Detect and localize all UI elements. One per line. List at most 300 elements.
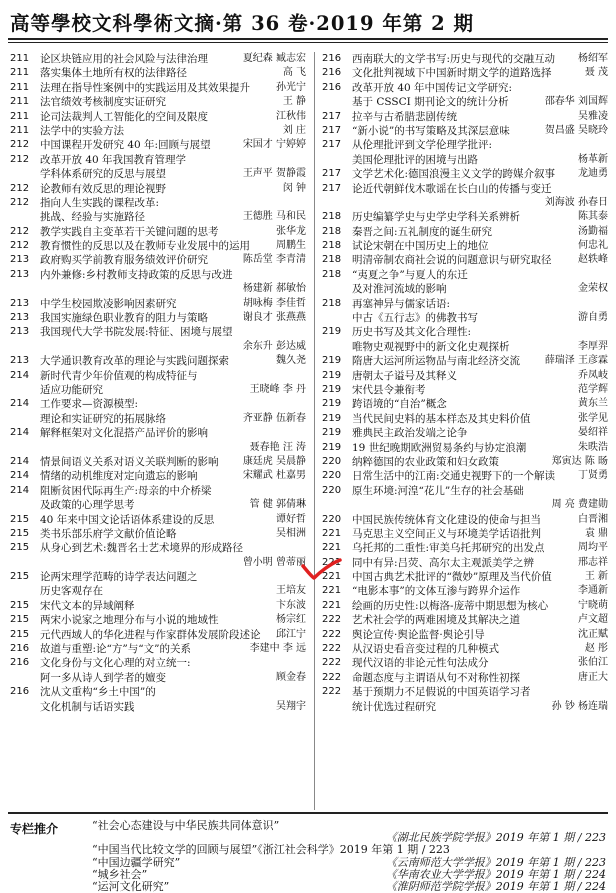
toc-entry <box>10 628 306 642</box>
toc-author: 谢良才 张燕燕 <box>242 312 306 324</box>
toc-page-number: 211 <box>10 96 30 108</box>
toc-page-number: 221 <box>322 527 342 539</box>
toc-article-title: 论教师有效反思的理论视野 <box>40 182 166 195</box>
toc-entry <box>322 239 610 253</box>
toc-page-number: 221 <box>322 585 342 597</box>
toc-author: 邵春华 刘国辉 <box>544 96 608 108</box>
toc-entry <box>10 182 306 196</box>
toc-page-number: 217 <box>322 182 342 194</box>
toc-entry <box>10 196 306 210</box>
toc-article-title: 现代汉语的非论元性句法成分 <box>352 657 489 670</box>
toc-entry <box>322 671 610 685</box>
toc-author: 胡咏梅 李佳哲 <box>242 297 306 309</box>
toc-entry <box>10 671 306 685</box>
toc-entry <box>10 66 306 80</box>
toc-article-title: 及政策的心理学思考 <box>40 499 135 512</box>
toc-author: 龙迪勇 <box>578 168 608 180</box>
toc-author: 贺昌盛 吴晓玲 <box>544 124 608 136</box>
toc-author: 赵 彤 <box>584 643 608 655</box>
toc-author: 卞东波 <box>276 599 306 611</box>
toc-author: 游自勇 <box>578 312 608 324</box>
toc-author: 赵轶峰 <box>578 254 608 266</box>
toc-page-number: 212 <box>10 153 30 165</box>
toc-author: 范学辉 <box>578 383 608 395</box>
toc-article-title: 统计优选过程研究 <box>352 700 436 713</box>
toc-entry <box>10 556 306 570</box>
toc-page-number: 220 <box>322 513 342 525</box>
toc-author: 王培友 <box>276 585 306 597</box>
toc-entry <box>322 455 610 469</box>
toc-entry <box>322 282 610 296</box>
toc-entry <box>322 268 610 282</box>
feature-source: 《淮阴师范学院学报》2019 年第 1 期 / 224 <box>385 880 606 893</box>
toc-article-title: 挑战、经验与实施路径 <box>40 211 145 224</box>
toc-entry <box>10 167 306 181</box>
feature-topic: “中国边疆学研究” <box>92 855 181 869</box>
toc-entry <box>322 210 610 224</box>
toc-author: 高 飞 <box>282 67 306 79</box>
journal-title: 高等學校文科學術文摘·第 36 卷·2019 年第 2 期 <box>10 12 474 35</box>
toc-author: 李厚羿 <box>578 340 608 352</box>
toc-article-title: 从身心到艺术:魏晋名士艺术境界的形成路径 <box>40 542 244 555</box>
toc-author: 谭好哲 <box>276 513 306 525</box>
toc-entry <box>322 513 610 527</box>
toc-entry <box>10 700 306 714</box>
toc-page-number: 214 <box>10 455 30 467</box>
toc-page-number: 217 <box>322 139 342 151</box>
toc-entry <box>10 325 306 339</box>
toc-author: 周鹏生 <box>276 240 306 252</box>
toc-author: 卢文超 <box>578 614 608 626</box>
toc-article-title: 文化批判视域下中国新时期文学的道路选择 <box>352 67 552 80</box>
toc-author: 张伯江 <box>578 657 608 669</box>
toc-article-title: 当代民间史料的基本样态及其史料价值 <box>352 412 531 425</box>
toc-author: 宋耀武 杜嘉男 <box>242 470 306 482</box>
toc-page-number: 213 <box>10 312 30 324</box>
toc-article-title: 宋代县令兼衔考 <box>352 383 426 396</box>
toc-article-title: 阻断贫困代际再生产:母亲的中介桥梁 <box>40 484 212 497</box>
toc-entry <box>322 541 610 555</box>
toc-article-title: 新时代青少年价值观的构成特征与 <box>40 369 198 382</box>
red-checkmark-annotation <box>300 558 342 582</box>
toc-page-number: 219 <box>322 412 342 424</box>
toc-article-title: 政府购买学前教育服务绩效评价研究 <box>40 254 208 267</box>
toc-entry <box>322 613 610 627</box>
toc-entry <box>10 297 306 311</box>
toc-entry <box>10 383 306 397</box>
feature-source: 《云南师范大学学报》2019 年第 1 期 / 223 <box>385 855 606 869</box>
toc-page-number: 212 <box>10 139 30 151</box>
toc-entry <box>322 311 610 325</box>
toc-page-number: 215 <box>10 599 30 611</box>
toc-author: 杨宗红 <box>276 614 306 626</box>
toc-page-number: 217 <box>322 110 342 122</box>
toc-entry <box>10 354 306 368</box>
toc-page-number: 212 <box>10 196 30 208</box>
toc-article-title: 同中有异:吕荧、高尔太主观派美学之辨 <box>352 556 535 569</box>
toc-entry <box>10 268 306 282</box>
toc-author: 齐亚静 伍新春 <box>242 412 306 424</box>
toc-article-title: 阿一多从诗人到学者的嬗变 <box>40 671 166 684</box>
toc-entry <box>322 527 610 541</box>
toc-entry <box>322 52 610 66</box>
toc-entry <box>322 153 610 167</box>
toc-page-number: 211 <box>10 53 30 64</box>
toc-entry <box>322 426 610 440</box>
feature-item <box>92 869 606 881</box>
toc-article-title: 大学通识教育改革的理论与实践问题探索 <box>40 355 229 368</box>
feature-source: 《湖北民族学院学报》2019 年第 1 期 / 223 <box>385 831 606 845</box>
toc-author: 乔凤岐 <box>578 369 608 381</box>
toc-entry <box>322 685 610 699</box>
toc-page-number: 215 <box>10 614 30 626</box>
toc-author: 白晋湘 <box>578 513 608 525</box>
toc-author: 闵 钟 <box>282 182 306 194</box>
toc-page-number: 212 <box>10 225 30 237</box>
column-divider <box>314 52 315 810</box>
toc-entry <box>10 397 306 411</box>
toc-article-title: 改革开放 40 年中国传记文学研究: <box>352 81 513 94</box>
toc-page-number: 215 <box>10 527 30 539</box>
toc-page-number: 215 <box>10 542 30 554</box>
toc-entry <box>10 153 306 167</box>
toc-author: 汤勤福 <box>578 225 608 237</box>
toc-page-number: 214 <box>10 369 30 381</box>
toc-article-title: 40 年来中国文论话语体系建设的反思 <box>40 513 215 526</box>
toc-article-title: 中国古典艺术批评的“微妙”原理及当代价值 <box>352 571 552 584</box>
toc-entry <box>322 182 610 196</box>
toc-page-number: 221 <box>322 542 342 554</box>
toc-page-number: 219 <box>322 326 342 338</box>
toc-page-number: 212 <box>10 182 30 194</box>
toc-author: 王德胜 马和民 <box>242 211 306 223</box>
feature-item <box>92 857 606 869</box>
toc-entry <box>10 412 306 426</box>
toc-article-title: 文学艺术化:德国浪漫主义文学的跨媒介叙事 <box>352 168 556 181</box>
toc-article-title: 基于预期力不足假说的中国英语学习者 <box>352 686 531 699</box>
toc-entry <box>322 484 610 498</box>
toc-article-title: 唯物史观视野中的新文化史观探析 <box>352 340 510 353</box>
toc-entry <box>322 369 610 383</box>
toc-author: 邱江宁 <box>276 628 306 640</box>
toc-page-number: 217 <box>322 124 342 136</box>
toc-author: 李通新 <box>578 585 608 597</box>
toc-entry <box>322 325 610 339</box>
toc-page-number: 216 <box>322 53 342 64</box>
toc-article-title: 明清帝制农商社会说的问题意识与研究取径 <box>352 254 552 267</box>
toc-entry <box>322 556 610 570</box>
toc-page-number: 211 <box>10 124 30 136</box>
toc-author: 邢志祥 <box>578 556 608 568</box>
toc-article-title: 理论和实证研究的拓展脉络 <box>40 412 166 425</box>
toc-entry <box>10 52 306 66</box>
toc-page-number: 221 <box>322 571 342 583</box>
toc-article-title: 中国课程开发研究 40 年:回顾与展望 <box>40 139 211 152</box>
toc-entry <box>10 469 306 483</box>
toc-page-number: 214 <box>10 484 30 496</box>
toc-entry <box>10 282 306 296</box>
toc-page-number: 218 <box>322 254 342 266</box>
toc-entry <box>322 412 610 426</box>
toc-article-title: 改革开放 40 年我国教育管理学 <box>40 153 187 166</box>
toc-author: 袁 鼎 <box>584 527 608 539</box>
toc-author: 余东升 彭达威 <box>242 340 306 352</box>
toc-author: 薛瑞泽 王彦霖 <box>544 355 608 367</box>
toc-article-title: 历史书写及其文化合理性: <box>352 326 472 339</box>
feature-topic: “中国当代比较文学的回顾与展望”《浙江社会科学》2019 年第 1 期 / 223 <box>92 843 450 857</box>
toc-article-title: 教学实践自主变革若干关键问题的思考 <box>40 225 219 238</box>
toc-author: 刘海波 孙春日 <box>544 196 608 208</box>
toc-author: 吴相洲 <box>276 527 306 539</box>
toc-author: 张华龙 <box>276 225 306 237</box>
feature-recommendations <box>0 814 616 893</box>
toc-entry <box>10 599 306 613</box>
toc-article-title: 隋唐大运河所运物品与南北经济交流 <box>352 355 520 368</box>
header-rule-bottom <box>8 42 608 43</box>
toc-entry <box>10 498 306 512</box>
toc-author: 王 静 <box>282 96 306 108</box>
toc-author: 宁晓萌 <box>578 599 608 611</box>
toc-author: 王声平 贺静霞 <box>242 168 306 180</box>
toc-author: 刘 庄 <box>282 124 306 136</box>
toc-entry <box>10 81 306 95</box>
toc-entry <box>322 225 610 239</box>
toc-entry <box>322 383 610 397</box>
toc-article-title: “夷夏之争”与夏人的东迁 <box>352 268 468 281</box>
toc-entry <box>10 110 306 124</box>
toc-page-number: 216 <box>322 81 342 93</box>
toc-page-number: 211 <box>10 110 30 122</box>
toc-article-title: 法官绩效考核制度实证研究 <box>40 96 166 109</box>
toc-page-number: 218 <box>322 297 342 309</box>
toc-article-title: 历史客观存在 <box>40 585 103 598</box>
toc-page-number: 220 <box>322 484 342 496</box>
toc-article-title: 中学生校园欺凌影响因素研究 <box>40 297 177 310</box>
feature-topic: “社会心态建设与中华民族共同体意识” <box>92 819 280 832</box>
toc-page-number: 213 <box>10 268 30 280</box>
toc-article-title: 类书乐部乐府学文献价值论略 <box>40 527 177 540</box>
toc-page-number: 218 <box>322 211 342 223</box>
toc-article-title: 历史编纂学史与史学史学科关系辨析 <box>352 211 520 224</box>
toc-article-title: 19 世纪晚期欧洲贸易条约与协定浪潮 <box>352 441 527 454</box>
toc-page-number: 221 <box>322 556 342 568</box>
toc-article-title: 教育惯性的反思以及在教师专业发展中的运用 <box>40 240 250 253</box>
toc-article-title: 我国实施绿色职业教育的阻力与策略 <box>40 312 208 325</box>
toc-page-number: 221 <box>322 599 342 611</box>
toc-article-title: 美国伦理批评的困境与出路 <box>352 153 478 166</box>
toc-entry <box>322 628 610 642</box>
toc-article-title: 中国民族传统体育文化建设的使命与担当 <box>352 513 541 526</box>
toc-entry <box>10 138 306 152</box>
toc-article-title: 基于 CSSCI 期刊论文的统计分析 <box>352 96 509 109</box>
toc-article-title: 法理在指导性案例中的实践运用及其效果提升 <box>40 81 250 94</box>
toc-author: 杨绍军 <box>578 53 608 64</box>
toc-page-number: 211 <box>10 81 30 93</box>
toc-article-title: 学科体系研究的反思与展望 <box>40 168 166 181</box>
toc-author: 康廷虎 吴晨静 <box>242 455 306 467</box>
toc-entry <box>322 196 610 210</box>
toc-entry <box>10 95 306 109</box>
toc-author: 何忠礼 <box>578 240 608 252</box>
toc-author: 孙光宁 <box>276 81 306 93</box>
toc-page-number: 222 <box>322 686 342 698</box>
toc-page-number: 215 <box>10 571 30 583</box>
toc-author: 曾小明 曾蒂丽 <box>242 556 306 568</box>
toc-entry <box>322 138 610 152</box>
toc-article-title: 故道与重塑:论“方”与“文”的关系 <box>40 643 192 656</box>
toc-article-title: “电影本事”的文体互渗与跨界介运作 <box>352 585 521 598</box>
toc-author: 吴雅凌 <box>578 110 608 122</box>
toc-author: 聂春艳 汪 涛 <box>249 441 306 453</box>
toc-author: 王 新 <box>584 571 608 583</box>
toc-entry <box>10 584 306 598</box>
toc-article-title: 命题态度与主谓语从句不对称性初探 <box>352 671 520 684</box>
toc-author: 陈其泰 <box>578 211 608 223</box>
toc-entry <box>10 613 306 627</box>
toc-entry <box>10 253 306 267</box>
toc-entry <box>10 124 306 138</box>
feature-topic: “运河文化研究” <box>92 880 170 893</box>
toc-page-number: 212 <box>10 240 30 252</box>
toc-page-number: 219 <box>322 383 342 395</box>
feature-label: 专栏推介 <box>10 822 59 836</box>
toc-author: 管 健 郭倩琳 <box>249 499 306 511</box>
toc-article-title: 中古《五行志》的佛教书写 <box>352 312 478 325</box>
toc-author: 杨建新 郝敏怡 <box>242 283 306 295</box>
toc-page-number: 216 <box>10 643 30 655</box>
toc-page-number: 219 <box>322 427 342 439</box>
toc-entry <box>322 397 610 411</box>
toc-entry <box>10 441 306 455</box>
toc-entry <box>322 95 610 109</box>
toc-page-number: 222 <box>322 671 342 683</box>
toc-article-title: 乌托邦的二重性:审美乌托邦研究的出发点 <box>352 542 545 555</box>
toc-author: 杨革新 <box>578 153 608 165</box>
toc-article-title: 舆论宣传·舆论监督·舆论引导 <box>352 628 485 641</box>
feature-item <box>92 844 606 856</box>
toc-article-title: 跨语境的“自治”概念 <box>352 398 447 411</box>
toc-author: 沈正赋 <box>578 628 608 640</box>
toc-entry <box>322 167 610 181</box>
left-contents-column <box>10 52 306 714</box>
toc-page-number: 213 <box>10 326 30 338</box>
toc-article-title: 唐朝太子谥号及其释义 <box>352 369 457 382</box>
toc-entry <box>10 541 306 555</box>
toc-author: 陈岳堂 李青清 <box>242 254 306 266</box>
toc-author: 聂 茂 <box>584 67 608 79</box>
toc-author: 吴翔宇 <box>276 700 306 712</box>
toc-page-number: 222 <box>322 643 342 655</box>
feature-source: 《华南农业大学学报》2019 年第 1 期 / 224 <box>385 867 606 881</box>
right-contents-column <box>322 52 610 714</box>
toc-article-title: 情景间语义关系对语义关联判断的影响 <box>40 455 219 468</box>
toc-article-title: 两宋小说家之地理分布与小说的地域性 <box>40 614 219 627</box>
toc-article-title: 拉辛与古希腊悲剧传统 <box>352 110 457 123</box>
feature-item <box>92 881 606 893</box>
toc-article-title: 指向人生实践的课程改革: <box>40 196 160 209</box>
toc-page-number: 218 <box>322 240 342 252</box>
toc-entry <box>10 210 306 224</box>
toc-page-number: 219 <box>322 355 342 367</box>
toc-article-title: 论区块链应用的社会风险与法律治理 <box>40 53 208 65</box>
toc-entry <box>322 124 610 138</box>
toc-entry <box>322 441 610 455</box>
toc-entry <box>10 642 306 656</box>
toc-entry <box>322 469 610 483</box>
toc-article-title: 绘画的历史性:以梅洛-庞蒂中期思想为核心 <box>352 599 549 612</box>
toc-article-title: 落实集体土地所有权的法律路径 <box>40 67 187 80</box>
toc-page-number: 215 <box>10 513 30 525</box>
toc-author: 李建中 李 远 <box>249 643 306 655</box>
toc-entry <box>322 498 610 512</box>
toc-article-title: 从汉语史看音变过程的几种模式 <box>352 643 499 656</box>
toc-entry <box>10 426 306 440</box>
toc-page-number: 217 <box>322 168 342 180</box>
toc-author: 周均平 <box>578 542 608 554</box>
toc-entry <box>322 66 610 80</box>
toc-entry <box>322 297 610 311</box>
toc-article-title: 秦晋之间:五礼制度的诞生研究 <box>352 225 493 238</box>
header-rule-top <box>8 38 608 40</box>
toc-entry <box>10 570 306 584</box>
toc-entry <box>322 700 610 714</box>
toc-entry <box>10 239 306 253</box>
toc-article-title: 纳粹德国的农业政策和妇女政策 <box>352 455 499 468</box>
toc-author: 宋国才 宁婷婷 <box>242 139 306 151</box>
toc-article-title: 文化身份与文化心理的对立统一: <box>40 657 191 670</box>
toc-author: 孙 钞 杨连瑞 <box>551 700 608 712</box>
toc-page-number: 214 <box>10 470 30 482</box>
toc-entry <box>322 354 610 368</box>
toc-page-number: 214 <box>10 398 30 410</box>
toc-entry <box>10 369 306 383</box>
toc-author: 唐正大 <box>578 671 608 683</box>
toc-entry <box>10 311 306 325</box>
toc-entry <box>10 484 306 498</box>
toc-page-number: 213 <box>10 297 30 309</box>
toc-article-title: 论两宋理学范畴的诗学表达问题之 <box>40 571 198 584</box>
toc-page-number: 219 <box>322 441 342 453</box>
toc-entry <box>322 584 610 598</box>
toc-entry <box>322 340 610 354</box>
toc-page-number: 222 <box>322 614 342 626</box>
toc-page-number: 213 <box>10 254 30 266</box>
toc-entry <box>10 656 306 670</box>
toc-article-title: 工作要求—资源模型: <box>40 398 139 411</box>
toc-article-title: 艺术社会学的两难困境及其解决之道 <box>352 614 520 627</box>
toc-page-number: 218 <box>322 225 342 237</box>
toc-page-number: 219 <box>322 398 342 410</box>
toc-author: 周 亮 费建勋 <box>551 499 608 511</box>
toc-entry <box>322 81 610 95</box>
toc-article-title: 论司法裁判人工智能化的空间及限度 <box>40 110 208 123</box>
toc-page-number: 215 <box>10 628 30 640</box>
toc-entry <box>10 455 306 469</box>
toc-author: 夏纪森 臧志宏 <box>242 53 306 64</box>
toc-page-number: 219 <box>322 369 342 381</box>
toc-entry <box>10 340 306 354</box>
toc-entry <box>322 110 610 124</box>
toc-entry <box>10 225 306 239</box>
toc-article-title: 法学中的实验方法 <box>40 124 124 137</box>
toc-article-title: 西南联大的文学书写:历史与现代的交融互动 <box>352 53 556 65</box>
toc-author: 朱昳浩 <box>578 441 608 453</box>
toc-article-title: 日常生活中的江南:交通史视野下的一个解读 <box>352 470 556 483</box>
toc-page-number: 222 <box>322 657 342 669</box>
toc-page-number: 216 <box>10 657 30 669</box>
toc-article-title: 论近代朝鲜伐木歌谣在长白山的传播与变迁 <box>352 182 552 195</box>
toc-article-title: 原生环境:河湟“花儿”生存的社会基础 <box>352 484 524 497</box>
